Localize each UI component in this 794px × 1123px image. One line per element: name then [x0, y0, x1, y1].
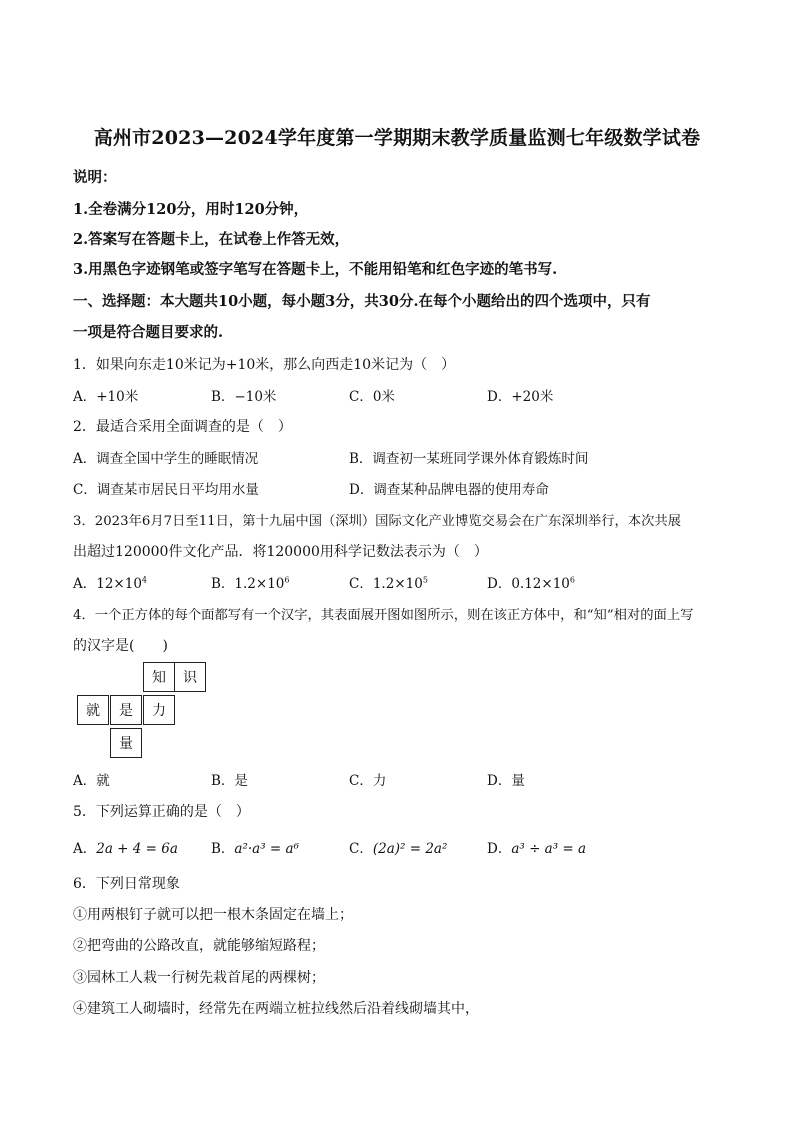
- q4-option-a: A．就: [73, 773, 110, 789]
- note-2: 2.答案写在答题卡上，在试卷上作答无效，: [73, 231, 350, 248]
- q3-option-a-label: A．: [73, 576, 97, 592]
- q3-option-b-label: B．: [211, 576, 235, 592]
- q5-option-a: [73, 837, 178, 857]
- q5-stem: 5．下列运算正确的是（ ）: [73, 804, 250, 820]
- q5-option-c-label: C．: [349, 841, 373, 857]
- notes-label: 说明：: [73, 169, 117, 186]
- q4-option-d: D．量: [487, 773, 525, 789]
- q3-option-b: [211, 572, 289, 592]
- q3-option-d-exp: 6: [569, 575, 575, 585]
- section-heading-line1: 一、选择题：本大题共10小题，每小题3分，共30分.在每个小题给出的四个选项中，只有: [73, 293, 651, 310]
- q1-option-b: B．−10米: [211, 389, 277, 405]
- q1-option-d: D．+20米: [487, 389, 554, 405]
- q5-option-a-expr: 2a + 4 = 6a: [96, 841, 178, 857]
- q5-option-d-expr: a³ ÷ a³ = a: [511, 841, 587, 857]
- q6-item-1: ①用两根钉子就可以把一根木条固定在墙上；: [73, 907, 353, 923]
- q3-stem-line2: 出超过120000件文化产品．将120000用科学记数法表示为（ ）: [73, 544, 488, 560]
- note-3: 3.用黑色字迹钢笔或签字笔写在答题卡上，不能用铅笔和红色字迹的笔书写.: [73, 261, 558, 278]
- q6-item-4: ④建筑工人砌墙时，经常先在两端立桩拉线然后沿着线砌墙其中，: [73, 1001, 479, 1017]
- q5-option-b-label: B．: [211, 841, 235, 857]
- net-cell-jiu: 就: [77, 695, 109, 725]
- q5-option-a-label: A．: [73, 841, 97, 857]
- q3-option-d-label: D．: [487, 576, 512, 592]
- q4-option-b: B．是: [211, 773, 248, 789]
- q3-stem-line1: 3．2023年6月7日至11日，第十九届中国（深圳）国际文化产业博览交易会在广东深圳举行，本次共展: [73, 514, 682, 529]
- q5-option-c-expr: (2a)² = 2a²: [372, 841, 448, 857]
- q3-option-a: [73, 572, 147, 592]
- net-cell-shi: 识: [174, 662, 206, 692]
- q1-option-a: A．+10米: [73, 389, 139, 405]
- net-cell-liang: 量: [110, 728, 142, 758]
- q1-option-c: C．0米: [349, 389, 395, 405]
- net-cell-shi2: 是: [110, 695, 142, 725]
- q2-stem: 2．最适合采用全面调查的是（ ）: [73, 419, 292, 435]
- q6-item-3: ③园林工人栽一行树先栽首尾的两棵树；: [73, 970, 325, 986]
- q4-option-c: C．力: [349, 773, 387, 789]
- q2-option-a: A．调查全国中学生的睡眠情况: [73, 451, 259, 467]
- cube-net-figure: [77, 662, 210, 760]
- note-1: 1.全卷满分120分，用时120分钟，: [73, 201, 309, 218]
- q4-stem-line2: 的汉字是( ): [73, 638, 168, 654]
- q2-option-d: D．调查某种品牌电器的使用寿命: [349, 482, 549, 498]
- q3-option-d: [487, 572, 575, 592]
- q3-option-b-base: 1.2×10: [234, 576, 285, 592]
- q2-option-b: B．调查初一某班同学课外体育锻炼时间: [349, 451, 589, 467]
- q6-stem: 6．下列日常现象: [73, 876, 180, 892]
- q5-option-d: [487, 837, 586, 857]
- q5-option-b-expr: a²·a³ = a⁶: [234, 841, 299, 857]
- q3-option-a-base: 12×10: [96, 576, 142, 592]
- q1-stem: 1．如果向东走10米记为+10米，那么向西走10米记为（ ）: [73, 357, 456, 373]
- q3-option-d-base: 0.12×10: [511, 576, 570, 592]
- q4-stem-line1: 4．一个正方体的每个面都写有一个汉字，其表面展开图如图所示，则在该正方体中，和“知”相对的面上写: [73, 608, 694, 623]
- q6-item-2: ②把弯曲的公路改直，就能够缩短路程；: [73, 938, 325, 954]
- net-cell-zhi: 知: [143, 662, 175, 692]
- q5-option-b: [211, 837, 299, 857]
- q3-option-c: [349, 572, 428, 592]
- section-heading-line2: 一项是符合题目要求的.: [73, 324, 224, 341]
- q3-option-c-base: 1.2×10: [372, 576, 423, 592]
- q3-option-b-exp: 6: [284, 575, 290, 585]
- net-cell-li: 力: [143, 695, 175, 725]
- q5-option-c: [349, 837, 447, 857]
- q3-option-a-exp: 4: [141, 575, 148, 585]
- q3-option-c-label: C．: [349, 576, 373, 592]
- q5-option-d-label: D．: [487, 841, 512, 857]
- q2-option-c: C．调查某市居民日平均用水量: [73, 482, 259, 498]
- q3-option-c-exp: 5: [422, 575, 428, 585]
- page-title: 高州市2023—2024学年度第一学期期末教学质量监测七年级数学试卷: [93, 127, 701, 149]
